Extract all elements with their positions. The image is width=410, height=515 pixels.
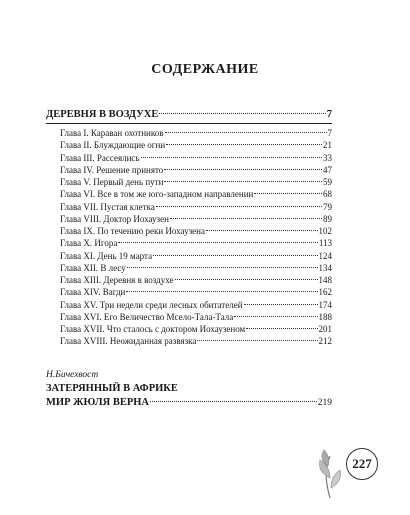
dot-leader <box>156 206 322 207</box>
chapter-page-number: 113 <box>318 238 332 249</box>
dot-leader <box>141 157 322 158</box>
toc-chapter-entry <box>46 225 332 237</box>
chapter-page-number: 148 <box>318 275 332 285</box>
chapter-title: Глава XVII. Что сталось с доктором Иохаузеном <box>60 324 246 334</box>
chapter-page-number: 134 <box>318 262 332 273</box>
page-title: СОДЕРЖАНИЕ <box>151 62 259 77</box>
chapter-page-number: 89 <box>323 213 332 224</box>
chapter-title: Глава XIII. Деревня в воздухе <box>60 275 174 285</box>
chapter-page-number: 124 <box>318 250 332 261</box>
chapter-page-number: 174 <box>318 299 332 310</box>
toc-chapter-entry <box>46 139 332 151</box>
chapter-title: Глава VIII. Доктор Иохаузен <box>60 213 169 224</box>
table-of-contents <box>46 108 332 348</box>
dot-leader <box>153 255 317 256</box>
chapter-title: Глава II. Блуждающие огни <box>60 140 166 151</box>
dot-leader <box>159 113 325 114</box>
dot-leader <box>244 304 318 305</box>
chapter-title: Глава IX. По течению реки Иохаузена <box>60 226 205 236</box>
chapter-page-number: 68 <box>323 189 332 200</box>
dot-leader <box>165 132 327 133</box>
chapter-page-number: 7 <box>327 128 332 138</box>
toc-chapter-entry <box>46 201 332 213</box>
afterword-title-line2: МИР ЖЮЛЯ ВЕРНА <box>46 397 150 408</box>
dot-leader <box>206 230 318 231</box>
toc-chapter-entry <box>46 237 332 249</box>
chapter-page-number: 201 <box>318 324 332 334</box>
toc-chapter-entry <box>46 164 332 176</box>
dot-leader <box>126 291 317 292</box>
dot-leader <box>197 340 317 341</box>
afterword-entry <box>46 382 332 410</box>
chapter-title: Глава VI. Все в том же юго-западном направлении <box>60 189 254 200</box>
chapter-title: Глава XV. Три недели среди лесных обитателей <box>60 299 243 310</box>
chapter-title: Глава III. Рассеялись <box>60 152 140 163</box>
toc-chapter-entry <box>46 152 332 164</box>
dot-leader <box>170 218 322 219</box>
toc-chapter-entry <box>46 127 332 139</box>
part-title: ДЕРЕВНЯ В ВОЗДУХЕ <box>46 109 159 120</box>
toc-chapter-entry <box>46 311 332 323</box>
chapter-page-number: 33 <box>323 152 332 163</box>
toc-chapter-entry <box>46 274 332 286</box>
toc-chapter-entry <box>46 213 332 225</box>
chapter-title: Глава XI. День 19 марта <box>60 250 153 261</box>
author-name: Н.Бичехвост <box>46 370 99 380</box>
chapter-title: Глава XVIII. Неожиданная развязка <box>60 336 197 347</box>
toc-part-entry <box>46 108 332 122</box>
toc-chapter-entry <box>46 286 332 298</box>
toc-chapter-entry <box>46 188 332 200</box>
chapter-page-number: 47 <box>323 164 332 175</box>
toc-chapter-entry <box>46 323 332 335</box>
dot-leader <box>234 316 317 317</box>
toc-chapter-entry <box>46 335 332 347</box>
toc-chapter-entry <box>46 299 332 311</box>
chapter-title: Глава XIV. Вагди <box>60 287 126 298</box>
chapter-title: Глава V. Первый день пути <box>60 177 164 187</box>
toc-chapter-entry <box>46 176 332 188</box>
chapter-page-number: 102 <box>318 226 332 236</box>
chapter-page-number: 59 <box>323 177 332 187</box>
chapter-title: Глава XVI. Его Величество Мсело-Тала-Тала <box>60 311 234 322</box>
chapter-title: Глава VII. Пустая клетка <box>60 201 155 212</box>
dot-leader <box>127 267 318 268</box>
chapter-list <box>46 127 332 348</box>
chapter-page-number: 188 <box>318 311 332 322</box>
dot-leader <box>164 181 322 182</box>
dot-leader <box>246 328 317 329</box>
chapter-title: Глава I. Караван охотников <box>60 128 164 138</box>
toc-chapter-entry <box>46 262 332 274</box>
dot-leader <box>118 242 317 243</box>
chapter-title: Глава X. Игора <box>60 238 118 249</box>
afterword-title-line1: ЗАТЕРЯННЫЙ В АФРИКЕ <box>46 383 178 394</box>
dot-leader <box>150 401 317 402</box>
chapter-title: Глава XII. В лесу <box>60 262 126 273</box>
divider <box>46 123 332 124</box>
part-page-number: 7 <box>326 109 332 120</box>
dot-leader <box>175 279 318 280</box>
dot-leader <box>166 144 322 145</box>
chapter-page-number: 79 <box>323 201 332 212</box>
dot-leader <box>164 169 322 170</box>
afterword-title-row <box>46 396 332 410</box>
afterword-page-number: 219 <box>317 398 332 408</box>
chapter-title: Глава IV. Решение принято <box>60 164 164 175</box>
page-number: 227 <box>346 448 378 480</box>
chapter-page-number: 212 <box>318 336 332 347</box>
chapter-page-number: 162 <box>318 287 332 298</box>
dot-leader <box>254 193 322 194</box>
chapter-page-number: 21 <box>323 140 332 151</box>
toc-chapter-entry <box>46 250 332 262</box>
